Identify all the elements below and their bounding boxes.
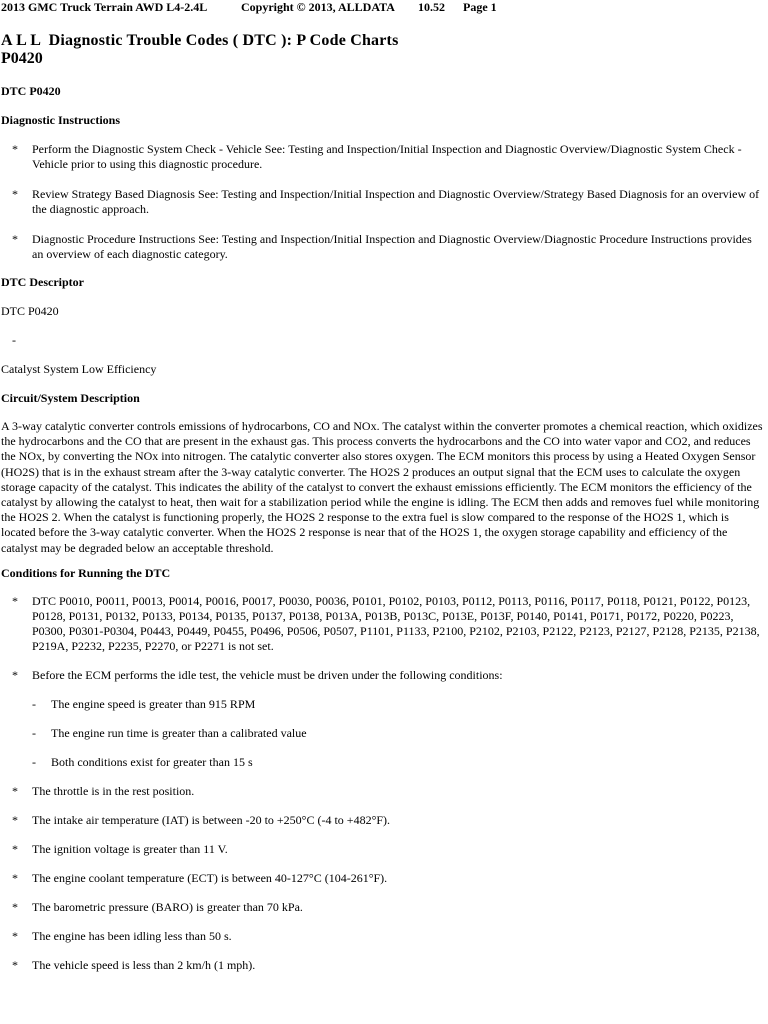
diag-instructions-heading: Diagnostic Instructions (1, 113, 121, 127)
header-vehicle: 2013 GMC Truck Terrain AWD L4-2.4L (1, 0, 208, 14)
bullet-marker: * (12, 958, 18, 972)
condition-sub-item (1, 697, 764, 712)
condition-sub-text: The engine speed is greater than 915 RPM (51, 697, 256, 711)
bullet-marker: * (12, 232, 18, 246)
condition-sub-text: Both conditions exist for greater than 15 s (51, 755, 253, 769)
bullet-marker: * (12, 871, 18, 885)
condition-idle-intro: Before the ECM performs the idle test, the vehicle must be driven under the following conditions: (32, 668, 503, 682)
title-line-2: P0420 (1, 50, 43, 67)
diag-instruction-text: Review Strategy Based Diagnosis See: Testing and Inspection/Initial Inspection and Diagnostic Overview/Strategy Based Diagnosis for an overview of the diagnostic approach. (32, 187, 760, 216)
circuit-heading: Circuit/System Description (1, 391, 140, 405)
descriptor-text: Catalyst System Low Efficiency (1, 362, 157, 376)
circuit-description: A 3-way catalytic converter controls emissions of hydrocarbons, CO and NOx. The catalyst within the converter promotes a chemical reaction, which oxidizes the hydrocarbons and the CO that are present in the exhaust gas. This process converts the hydrocarbons and the CO into water vapor and CO2, and reduces the NOx, by converting the NOx into nitrogen. The catalytic converter also stores oxygen. The ECM monitors this process by using a Heated Oxygen Sensor (HO2S) that is in the exhaust stream after the 3-way catalytic converter. The HO2S 2 produces an output signal that the ECM uses to calculate the oxygen storage capacity of the catalyst. This indicates the ability of the catalyst to convert the exhaust emissions efficiently. The ECM monitors the efficiency of the catalyst by allowing the catalyst to heat, then wait for a stabilization period while the engine is idling. The ECM then adds and removes fuel while monitoring the HO2S 2. When the catalyst is functioning properly, the HO2S 2 response to the extra fuel is slow compared to the response of the HO2S 1, which is located before the 3-way catalytic converter. When the HO2S 2 response is near that of the HO2S 1, the oxygen storage capability and efficiency of the catalyst may be degraded below an acceptable threshold. (1, 419, 763, 555)
descriptor-heading: DTC Descriptor (1, 275, 84, 289)
descriptor-code: DTC P0420 (1, 304, 59, 318)
condition-item (1, 668, 764, 683)
condition-item (1, 842, 764, 857)
condition-text: The engine has been idling less than 50 s. (32, 929, 232, 943)
condition-item (1, 594, 764, 654)
title-line-1: A L L Diagnostic Trouble Codes ( DTC ): P Code Charts (1, 32, 399, 49)
bullet-marker: * (12, 900, 18, 914)
condition-sub-text: The engine run time is greater than a calibrated value (51, 726, 307, 740)
bullet-marker: * (12, 842, 18, 856)
diag-instruction-item (1, 232, 764, 262)
header-copyright: Copyright © 2013, ALLDATA (241, 0, 395, 14)
condition-item (1, 871, 764, 886)
condition-item (1, 784, 764, 799)
dash-marker: - (32, 755, 36, 769)
condition-text: The engine coolant temperature (ECT) is between 40-127°C (104-261°F). (32, 871, 388, 885)
header-page-number: Page 1 (463, 0, 497, 14)
condition-item (1, 958, 764, 973)
page-header (1, 0, 497, 15)
condition-dtc-list: DTC P0010, P0011, P0013, P0014, P0016, P0017, P0030, P0036, P0101, P0102, P0103, P0112, P0113, P0116, P0117, P0118, P0121, P0122, P0123, P0128, P0131, P0132, P0133, P0134, P0135, P0137, P0138, P013A, P013B, P013C, P013E, P013F, P0140, P0141, P0171, P0172, P0220, P0223, P0300, P0301-P0304, P0443, P0449, P0455, P0496, P0506, P0507, P1101, P1133, P2100, P2102, P2103, P2122, P2123, P2127, P2128, P2135, P2138, P219A, P2232, P2235, P2270, or P2271 is not set. (32, 594, 760, 653)
bullet-marker: * (12, 594, 18, 608)
diag-instruction-item (1, 142, 764, 172)
condition-text: The vehicle speed is less than 2 km/h (1 mph). (32, 958, 256, 972)
condition-item (1, 813, 764, 828)
bullet-marker: * (12, 668, 18, 682)
condition-text: The ignition voltage is greater than 11 V. (32, 842, 228, 856)
dtc-heading: DTC P0420 (1, 84, 61, 98)
descriptor-dash: - (12, 333, 16, 347)
condition-text: The intake air temperature (IAT) is between -20 to +250°C (-4 to +482°F). (32, 813, 391, 827)
bullet-marker: * (12, 929, 18, 943)
document-title (1, 32, 399, 68)
dash-marker: - (32, 726, 36, 740)
bullet-marker: * (12, 187, 18, 201)
condition-text: The barometric pressure (BARO) is greater than 70 kPa. (32, 900, 303, 914)
dash-marker: - (32, 697, 36, 711)
condition-item (1, 929, 764, 944)
bullet-marker: * (12, 784, 18, 798)
bullet-marker: * (12, 142, 18, 156)
condition-sub-item (1, 726, 764, 741)
diag-instruction-text: Diagnostic Procedure Instructions See: Testing and Inspection/Initial Inspection and Diagnostic Overview/Diagnostic Procedure Instructions provides an overview of each diagnostic category. (32, 232, 752, 261)
bullet-marker: * (12, 813, 18, 827)
diag-instruction-item (1, 187, 764, 217)
header-time: 10.52 (418, 0, 445, 14)
condition-text: The throttle is in the rest position. (32, 784, 195, 798)
conditions-heading: Conditions for Running the DTC (1, 566, 171, 580)
condition-sub-item (1, 755, 764, 770)
condition-item (1, 900, 764, 915)
diag-instruction-text: Perform the Diagnostic System Check - Vehicle See: Testing and Inspection/Initial Inspection and Diagnostic Overview/Diagnostic System Check - Vehicle prior to using this diagnostic procedure. (32, 142, 742, 171)
